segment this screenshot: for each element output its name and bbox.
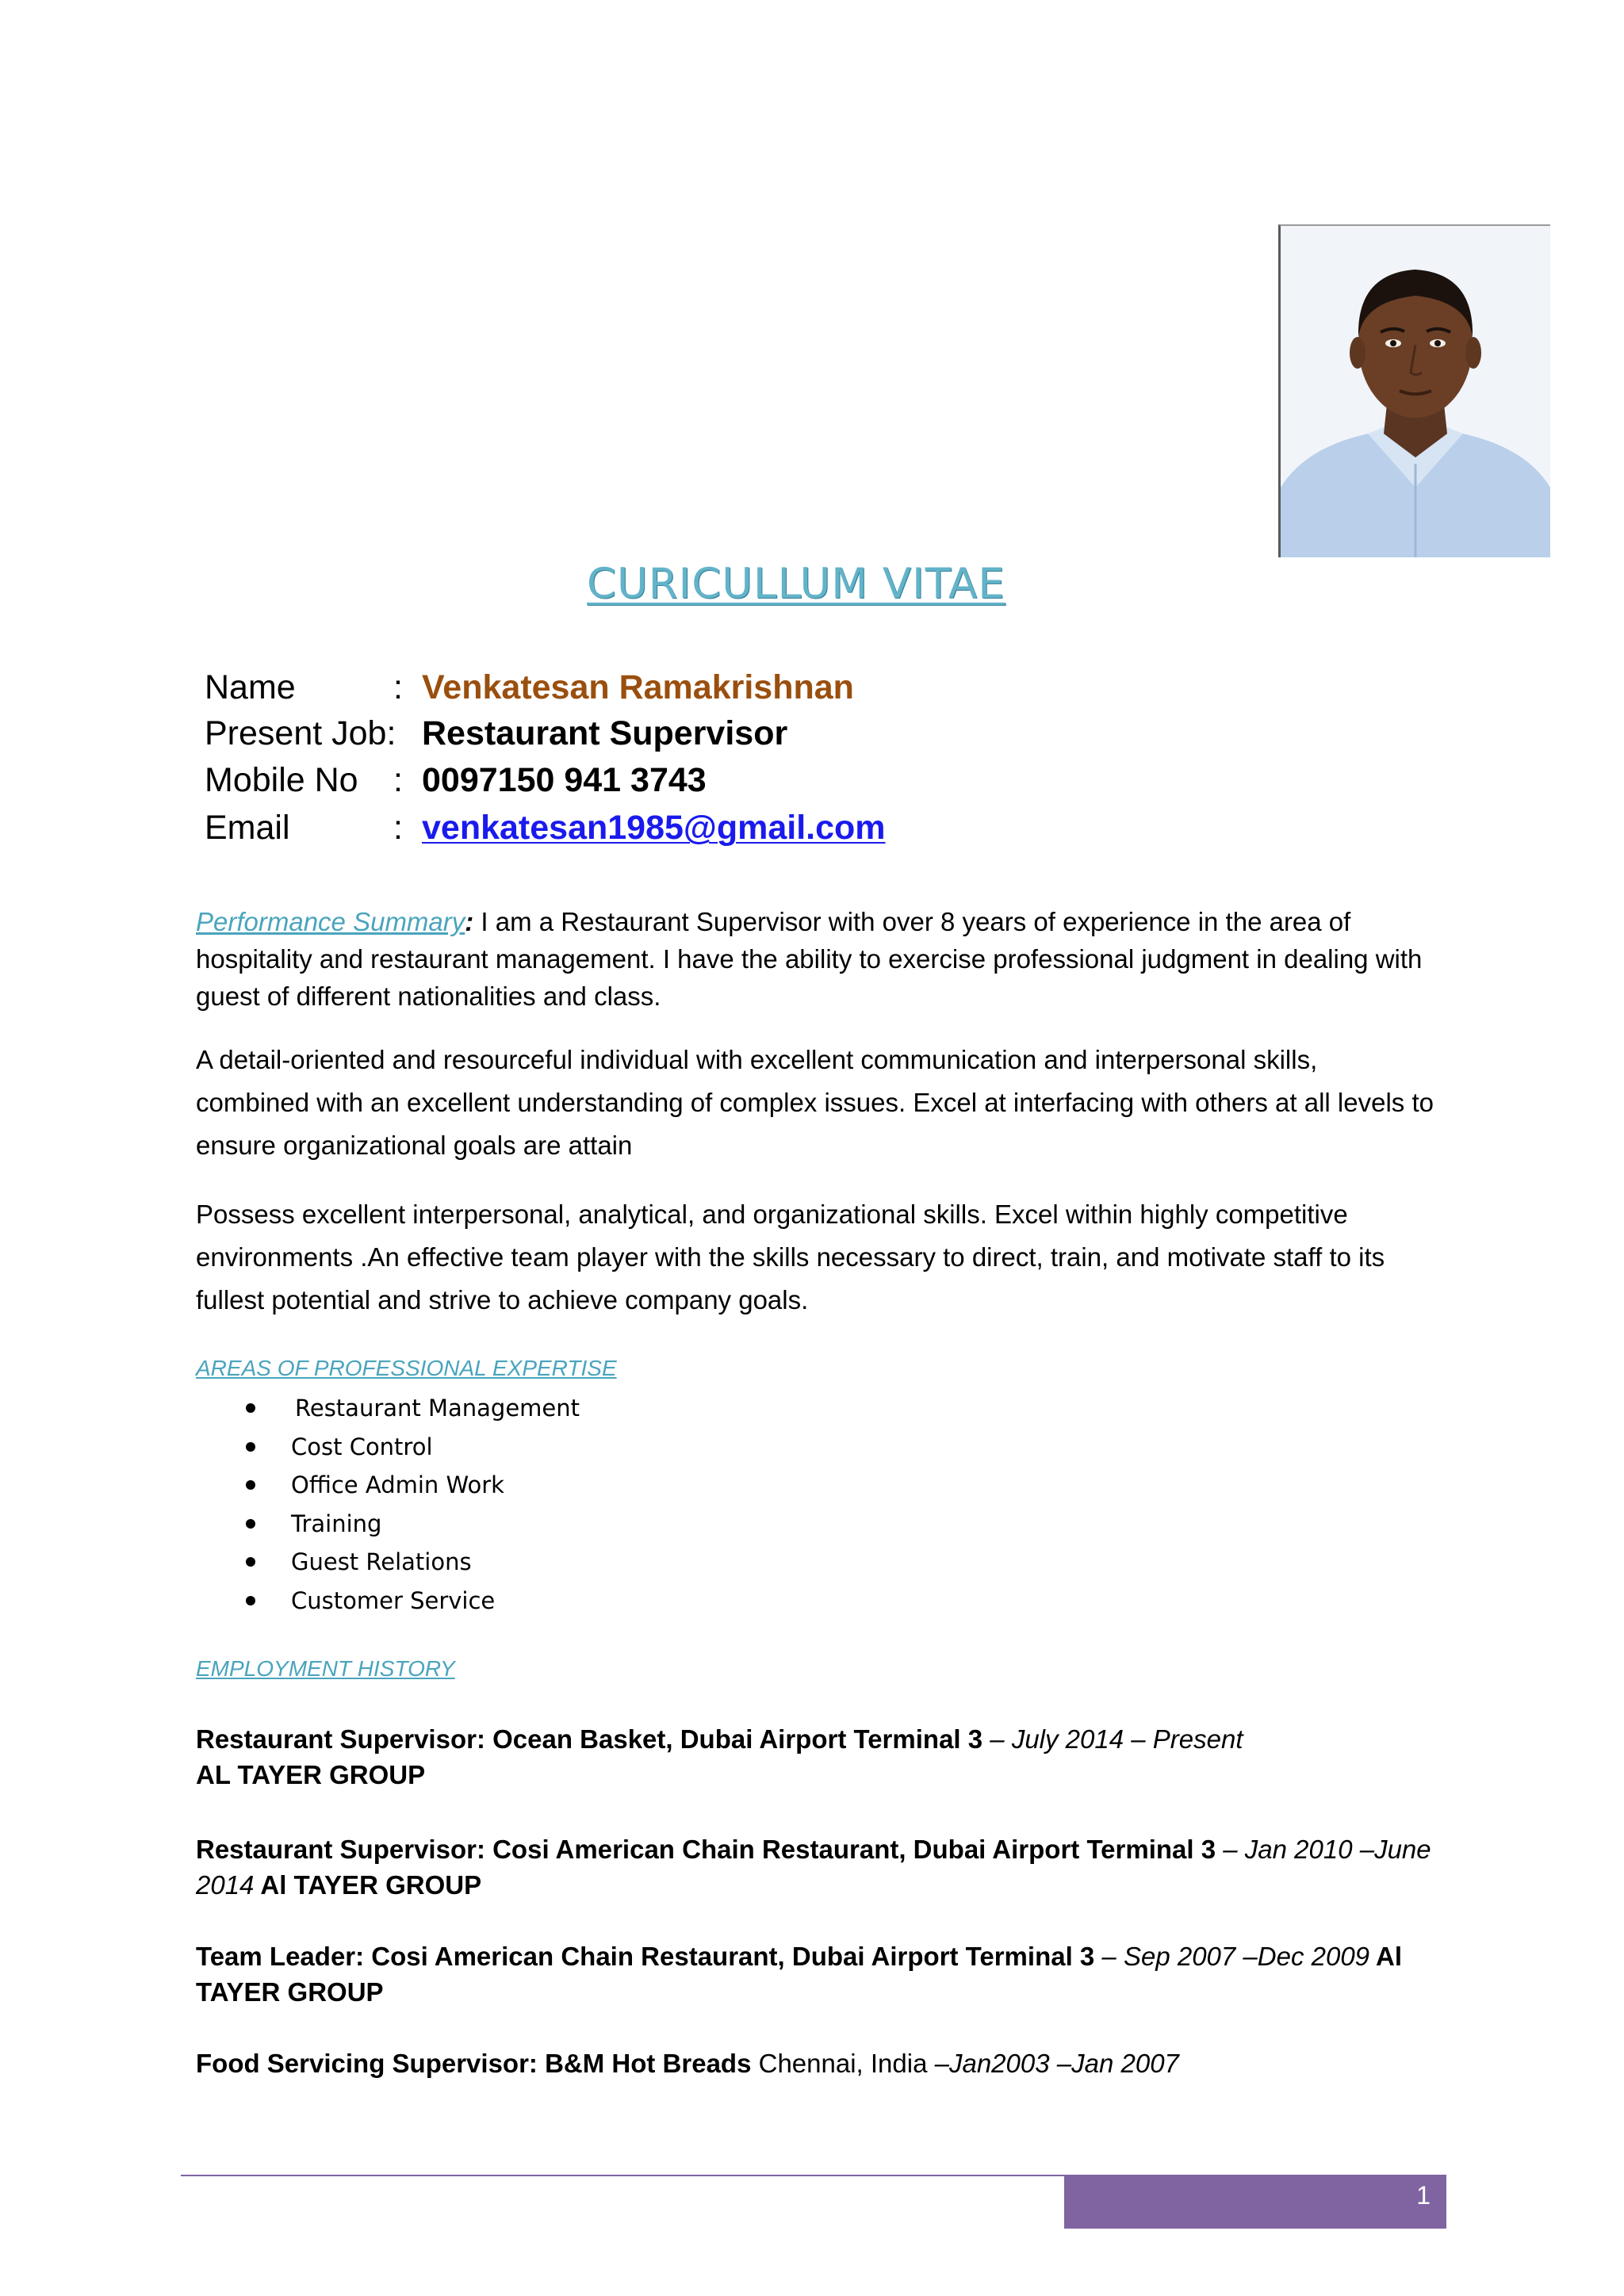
profile-photo	[1278, 224, 1550, 557]
job-dates: – Jan 2010 –June 2014	[196, 1835, 1431, 1900]
portrait-illustration	[1281, 226, 1550, 557]
mobile-label: Mobile No	[205, 761, 358, 799]
job-title: Food Servicing Supervisor: B&M Hot Breads	[196, 2049, 752, 2078]
job-entry	[196, 1721, 1434, 1793]
job-location: Chennai, India	[751, 2049, 935, 2078]
list-item-text: Guest Relations	[291, 1548, 472, 1575]
job-group: Al TAYER GROUP	[254, 1870, 482, 1900]
job-dates: –Jan2003 –Jan 2007	[934, 2049, 1179, 2078]
summary-paragraph	[196, 903, 1434, 1015]
bullet-icon	[246, 1480, 255, 1490]
job-title: Restaurant Supervisor: Ocean Basket, Dubai Airport Terminal 3	[196, 1724, 983, 1754]
summary-paragraph-2: A detail-oriented and resourceful individual with excellent communication and interpersonal skills, combined with an excellent understanding of complex issues. Excel at interfacing with others at all levels to ensure organizational goals are attain	[196, 1045, 1434, 1160]
list-item-text: Restaurant Management	[295, 1395, 580, 1422]
job-entry	[196, 1831, 1434, 1903]
bullet-icon	[246, 1596, 255, 1605]
present-job-label: Present Job:	[205, 714, 396, 752]
page-number-box	[1064, 2176, 1446, 2229]
present-job-value: Restaurant Supervisor	[422, 714, 788, 752]
email-link[interactable]: venkatesan1985@gmail.com	[422, 809, 886, 847]
list-item-text: Customer Service	[291, 1586, 496, 1614]
bullet-icon	[246, 1557, 255, 1567]
bullet-icon	[246, 1442, 255, 1452]
summary-heading: Performance Summary	[196, 907, 465, 936]
list-item-text: Training	[291, 1510, 382, 1537]
email-colon: :	[393, 809, 403, 847]
email-label: Email	[205, 809, 290, 847]
job-dates: – July 2014 – Present	[982, 1724, 1243, 1754]
summary-colon: :	[465, 907, 474, 936]
mobile-colon: :	[393, 761, 403, 799]
job-dates: – Sep 2007 –Dec 2009	[1094, 1942, 1370, 1971]
expertise-heading: AREAS OF PROFESSIONAL EXPERTISE	[196, 1356, 617, 1380]
list-item-text: Cost Control	[291, 1433, 433, 1460]
summary-paragraph-3: Possess excellent interpersonal, analytical, and organizational skills. Excel within highly competitive environments .An effective team player with the skills necessary to direct, train, and motivate staff to its fullest potential and strive to achieve company goals.	[196, 1200, 1385, 1314]
job-title: Restaurant Supervisor: Cosi American Chain Restaurant, Dubai Airport Terminal 3	[196, 1835, 1216, 1864]
name-colon: :	[393, 668, 403, 706]
job-title: Team Leader: Cosi American Chain Restaurant, Dubai Airport Terminal 3	[196, 1942, 1095, 1971]
list-item-text: Office Admin Work	[291, 1471, 504, 1498]
job-group: Al TAYER GROUP	[196, 1942, 1402, 2007]
job-entry	[196, 2045, 1434, 2081]
bullet-icon	[246, 1403, 255, 1413]
employment-heading: EMPLOYMENT HISTORY	[196, 1656, 455, 1681]
name-label: Name	[205, 668, 296, 706]
job-entry	[196, 1938, 1434, 2010]
document-title: CURICULLUM VITAE	[587, 560, 1005, 608]
page-number: 1	[1416, 2181, 1431, 2210]
job-group: AL TAYER GROUP	[196, 1760, 426, 1789]
name-value: Venkatesan Ramakrishnan	[422, 668, 854, 706]
mobile-value: 0097150 941 3743	[422, 761, 707, 799]
summary-text: I am a Restaurant Supervisor with over 8 years of experience in the area of hospitality and restaurant management. I have the ability to exercise professional judgment in dealing with guest of different nationalities and class.	[196, 907, 1423, 1011]
bullet-icon	[246, 1519, 255, 1529]
